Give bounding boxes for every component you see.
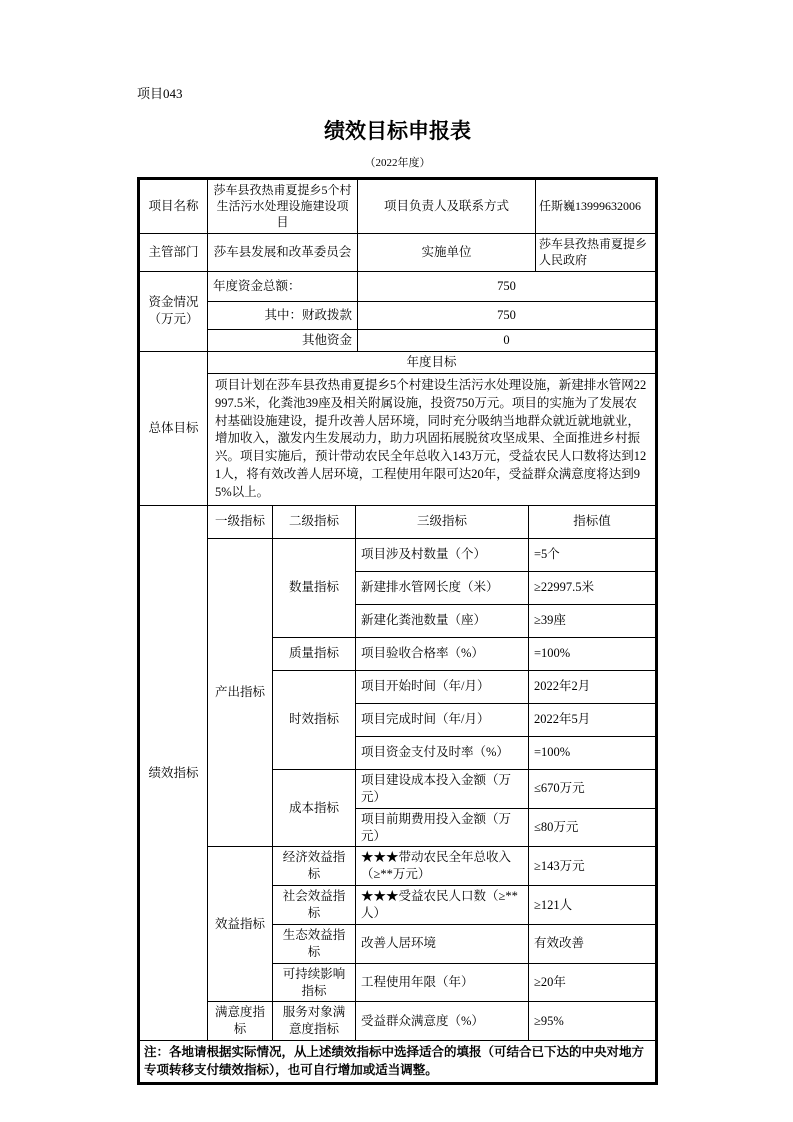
note-text: 注：各地请根据实际情况，从上述绩效指标中选择适合的填报（可结合已下达的中央对地方专项转移支付绩效指标），也可自行增加或适当调整。 [140,1041,656,1083]
indicator-name: 改善人居环境 [356,924,529,963]
level1-output: 产出指标 [208,538,273,847]
unit-label: 实施单位 [358,233,536,271]
indicator-value: ≥143万元 [529,847,656,886]
dept-label: 主管部门 [140,233,208,271]
level2-sustainability: 可持续影响指标 [273,963,356,1002]
level2-economic: 经济效益指标 [273,847,356,886]
funding-section-label [140,271,208,351]
note-table [139,1040,656,1083]
indicators-table [139,505,656,1041]
funding-fiscal-label: 其中：财政拨款 [208,301,358,329]
indicator-row [140,1002,656,1041]
table-row [140,301,656,329]
funding-fiscal-value: 750 [358,301,656,329]
level2-social: 社会效益指标 [273,886,356,925]
indicators-section-label: 绩效指标 [140,505,208,1040]
col-header-level2: 二级指标 [273,505,356,538]
col-header-level3: 三级指标 [356,505,529,538]
indicator-value: 2022年2月 [529,670,656,703]
level1-satisfaction: 满意度指标 [208,1002,273,1041]
table-row [140,373,656,505]
project-name-value: 莎车县孜热甫夏提乡5个村生活污水处理设施建设项目 [208,179,358,233]
form-year-subtitle: （2022年度） [364,156,431,169]
indicator-name: 项目前期费用投入金额（万元） [356,808,529,847]
funding-total-value: 750 [358,271,656,301]
table-row [140,233,656,271]
indicator-name: 项目涉及村数量（个） [356,538,529,571]
indicator-name: 新建排水管网长度（米） [356,571,529,604]
indicator-value: 有效改善 [529,924,656,963]
goal-header: 年度目标 [208,351,656,373]
table-row [140,329,656,351]
funding-other-value: 0 [358,329,656,351]
indicator-value: ≥22997.5米 [529,571,656,604]
indicator-value: ≥121人 [529,886,656,925]
indicator-name: ★★★受益农民人口数（≥**人） [356,886,529,925]
table-row [140,351,656,373]
indicator-value: ≤80万元 [529,808,656,847]
indicator-name: 新建化粪池数量（座） [356,604,529,637]
indicator-value: =5个 [529,538,656,571]
level2-ecological: 生态效益指标 [273,924,356,963]
table-row [140,179,656,233]
indicator-name: 项目资金支付及时率（%） [356,736,529,769]
indicator-name: 项目完成时间（年/月） [356,703,529,736]
indicator-name: 项目验收合格率（%） [356,637,529,670]
indicator-value: =100% [529,637,656,670]
col-header-value: 指标值 [529,505,656,538]
leader-value: 任斯巍13999632006 [536,179,656,233]
level2-service-satisfaction: 服务对象满意度指标 [273,1002,356,1041]
unit-value: 莎车县孜热甫夏提乡人民政府 [536,233,656,271]
indicator-value: 2022年5月 [529,703,656,736]
indicator-value: ≤670万元 [529,769,656,808]
indicator-name: ★★★带动农民全年总收入（≥**万元） [356,847,529,886]
level2-timeliness: 时效指标 [273,670,356,769]
table-row [140,271,656,301]
dept-value: 莎车县发展和改革委员会 [208,233,358,271]
indicator-name: 项目开始时间（年/月） [356,670,529,703]
goal-table [139,351,656,506]
indicator-row [140,847,656,886]
leader-label: 项目负责人及联系方式 [358,179,536,233]
declaration-form-table [137,177,658,1085]
indicator-name: 项目建设成本投入金额（万元） [356,769,529,808]
level1-benefit: 效益指标 [208,847,273,1002]
goal-text: 项目计划在莎车县孜热甫夏提乡5个村建设生活污水处理设施，新建排水管网22997.5米，化粪池39座及相关附属设施，投资750万元。项目的实施为了发展农村基础设施建设，提升改善人居环境，同时充分吸纳当地群众就近就地就业，增加收入，激发内生发展动力，助力巩固拓展脱贫攻坚成果、全面推进乡村振兴。项目实施后，预计带动农民全年总收入143万元，受益农民人口数将达到121人，将有效改善人居环境，工程使用年限可达20年，受益群众满意度将达到95%以上。 [208,373,656,505]
level2-quality: 质量指标 [273,637,356,670]
funding-section-label-line2: （万元） [148,312,199,327]
basic-info-table [139,179,656,272]
funding-section-label-line1: 资金情况 [148,295,199,310]
indicators-header-row [140,505,656,538]
level2-cost: 成本指标 [273,769,356,847]
col-header-level1: 一级指标 [208,505,273,538]
indicator-value: ≥95% [529,1002,656,1041]
project-name-label: 项目名称 [140,179,208,233]
funding-total-label: 年度资金总额： [208,271,358,301]
level2-quantity: 数量指标 [273,538,356,637]
table-row [140,1041,656,1083]
doc-number: 项目043 [137,86,183,101]
funding-table [139,271,656,352]
indicator-value: =100% [529,736,656,769]
indicator-value: ≥39座 [529,604,656,637]
indicator-name: 受益群众满意度（%） [356,1002,529,1041]
funding-other-label: 其他资金 [208,329,358,351]
indicator-name: 工程使用年限（年） [356,963,529,1002]
indicator-value: ≥20年 [529,963,656,1002]
goal-section-label: 总体目标 [140,351,208,505]
form-title: 绩效目标申报表 [324,118,471,143]
indicator-row [140,538,656,571]
